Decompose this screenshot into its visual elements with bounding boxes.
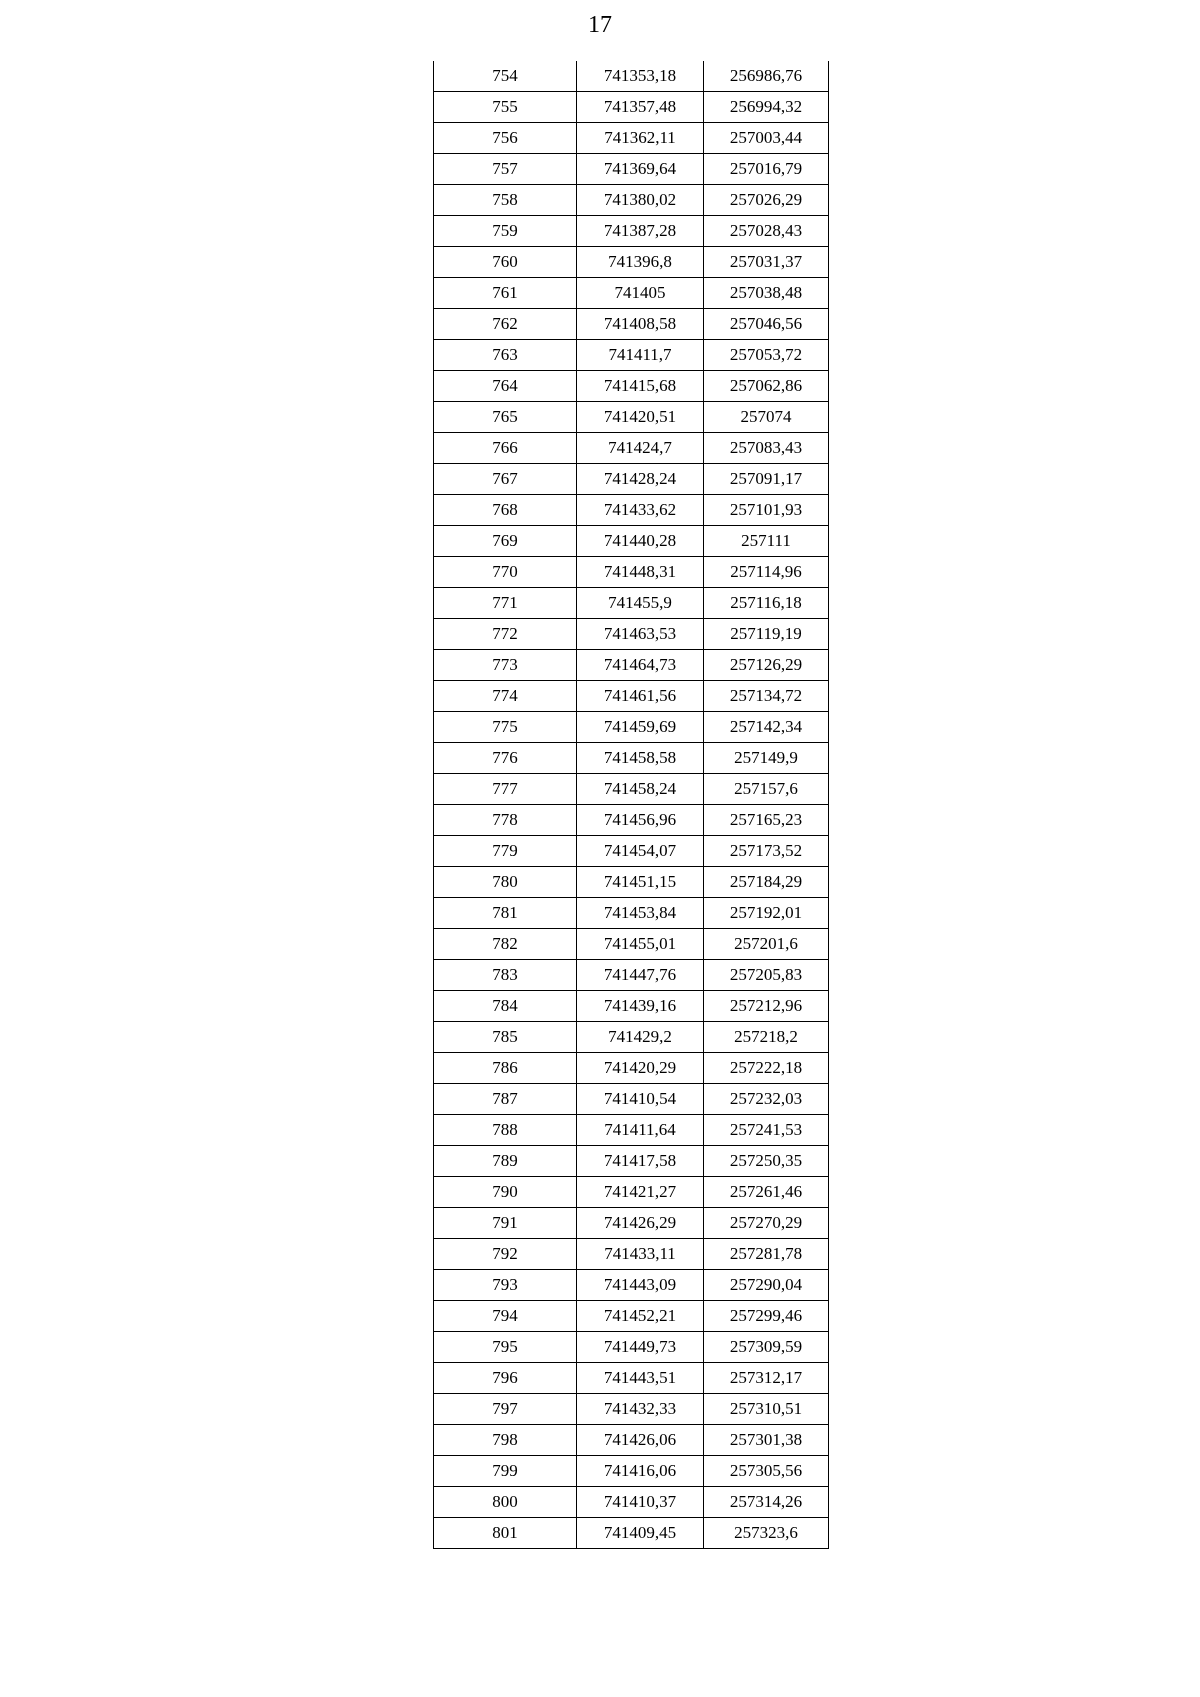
table-row <box>434 1332 829 1363</box>
point-number-cell: 760 <box>434 247 577 278</box>
table-row <box>434 1363 829 1394</box>
table-row <box>434 1425 829 1456</box>
x-coordinate-cell: 741447,76 <box>577 960 704 991</box>
table-row <box>434 1022 829 1053</box>
x-coordinate-cell: 741424,7 <box>577 433 704 464</box>
y-coordinate-cell: 257212,96 <box>704 991 829 1022</box>
x-coordinate-cell: 741353,18 <box>577 61 704 92</box>
point-number-cell: 792 <box>434 1239 577 1270</box>
table-row <box>434 557 829 588</box>
y-coordinate-cell: 257038,48 <box>704 278 829 309</box>
table-row <box>434 1177 829 1208</box>
table-row <box>434 1518 829 1549</box>
table-row <box>434 1270 829 1301</box>
y-coordinate-cell: 257101,93 <box>704 495 829 526</box>
point-number-cell: 786 <box>434 1053 577 1084</box>
table-row <box>434 991 829 1022</box>
point-number-cell: 761 <box>434 278 577 309</box>
table-row <box>434 650 829 681</box>
y-coordinate-cell: 257028,43 <box>704 216 829 247</box>
x-coordinate-cell: 741387,28 <box>577 216 704 247</box>
x-coordinate-cell: 741411,7 <box>577 340 704 371</box>
y-coordinate-cell: 257142,34 <box>704 712 829 743</box>
table-row <box>434 61 829 92</box>
table-row <box>434 402 829 433</box>
y-coordinate-cell: 257165,23 <box>704 805 829 836</box>
point-number-cell: 781 <box>434 898 577 929</box>
y-coordinate-cell: 257312,17 <box>704 1363 829 1394</box>
point-number-cell: 775 <box>434 712 577 743</box>
y-coordinate-cell: 257149,9 <box>704 743 829 774</box>
y-coordinate-cell: 257261,46 <box>704 1177 829 1208</box>
table-row <box>434 278 829 309</box>
x-coordinate-cell: 741410,54 <box>577 1084 704 1115</box>
point-number-cell: 765 <box>434 402 577 433</box>
x-coordinate-cell: 741426,29 <box>577 1208 704 1239</box>
x-coordinate-cell: 741369,64 <box>577 154 704 185</box>
point-number-cell: 790 <box>434 1177 577 1208</box>
table-row <box>434 371 829 402</box>
x-coordinate-cell: 741428,24 <box>577 464 704 495</box>
x-coordinate-cell: 741456,96 <box>577 805 704 836</box>
x-coordinate-cell: 741417,58 <box>577 1146 704 1177</box>
page-number: 17 <box>588 12 612 38</box>
point-number-cell: 770 <box>434 557 577 588</box>
point-number-cell: 754 <box>434 61 577 92</box>
point-number-cell: 772 <box>434 619 577 650</box>
point-number-cell: 769 <box>434 526 577 557</box>
y-coordinate-cell: 256994,32 <box>704 92 829 123</box>
table-row <box>434 464 829 495</box>
point-number-cell: 771 <box>434 588 577 619</box>
x-coordinate-cell: 741426,06 <box>577 1425 704 1456</box>
x-coordinate-cell: 741433,11 <box>577 1239 704 1270</box>
x-coordinate-cell: 741448,31 <box>577 557 704 588</box>
y-coordinate-cell: 257053,72 <box>704 340 829 371</box>
y-coordinate-cell: 257074 <box>704 402 829 433</box>
point-number-cell: 767 <box>434 464 577 495</box>
x-coordinate-cell: 741461,56 <box>577 681 704 712</box>
table-row <box>434 1239 829 1270</box>
point-number-cell: 780 <box>434 867 577 898</box>
table-row <box>434 1146 829 1177</box>
y-coordinate-cell: 257116,18 <box>704 588 829 619</box>
table-row <box>434 340 829 371</box>
x-coordinate-cell: 741463,53 <box>577 619 704 650</box>
x-coordinate-cell: 741409,45 <box>577 1518 704 1549</box>
point-number-cell: 768 <box>434 495 577 526</box>
y-coordinate-cell: 257026,29 <box>704 185 829 216</box>
x-coordinate-cell: 741451,15 <box>577 867 704 898</box>
point-number-cell: 801 <box>434 1518 577 1549</box>
x-coordinate-cell: 741458,24 <box>577 774 704 805</box>
y-coordinate-cell: 257111 <box>704 526 829 557</box>
x-coordinate-cell: 741416,06 <box>577 1456 704 1487</box>
y-coordinate-cell: 257250,35 <box>704 1146 829 1177</box>
table-row <box>434 92 829 123</box>
x-coordinate-cell: 741464,73 <box>577 650 704 681</box>
x-coordinate-cell: 741396,8 <box>577 247 704 278</box>
y-coordinate-cell: 257205,83 <box>704 960 829 991</box>
y-coordinate-cell: 257184,29 <box>704 867 829 898</box>
y-coordinate-cell: 257192,01 <box>704 898 829 929</box>
x-coordinate-cell: 741420,51 <box>577 402 704 433</box>
y-coordinate-cell: 257299,46 <box>704 1301 829 1332</box>
y-coordinate-cell: 257201,6 <box>704 929 829 960</box>
x-coordinate-cell: 741432,33 <box>577 1394 704 1425</box>
point-number-cell: 779 <box>434 836 577 867</box>
y-coordinate-cell: 257046,56 <box>704 309 829 340</box>
x-coordinate-cell: 741449,73 <box>577 1332 704 1363</box>
table-row <box>434 247 829 278</box>
table-row <box>434 1301 829 1332</box>
y-coordinate-cell: 257031,37 <box>704 247 829 278</box>
table-row <box>434 1115 829 1146</box>
point-number-cell: 764 <box>434 371 577 402</box>
y-coordinate-cell: 256986,76 <box>704 61 829 92</box>
point-number-cell: 756 <box>434 123 577 154</box>
point-number-cell: 795 <box>434 1332 577 1363</box>
x-coordinate-cell: 741455,9 <box>577 588 704 619</box>
y-coordinate-cell: 257323,6 <box>704 1518 829 1549</box>
y-coordinate-cell: 257270,29 <box>704 1208 829 1239</box>
y-coordinate-cell: 257305,56 <box>704 1456 829 1487</box>
y-coordinate-cell: 257126,29 <box>704 650 829 681</box>
table-row <box>434 774 829 805</box>
table-row <box>434 1084 829 1115</box>
point-number-cell: 788 <box>434 1115 577 1146</box>
point-number-cell: 791 <box>434 1208 577 1239</box>
point-number-cell: 777 <box>434 774 577 805</box>
y-coordinate-cell: 257062,86 <box>704 371 829 402</box>
table-row <box>434 929 829 960</box>
point-number-cell: 799 <box>434 1456 577 1487</box>
x-coordinate-cell: 741443,09 <box>577 1270 704 1301</box>
table-row <box>434 743 829 774</box>
point-number-cell: 774 <box>434 681 577 712</box>
table-row <box>434 805 829 836</box>
point-number-cell: 797 <box>434 1394 577 1425</box>
y-coordinate-cell: 257091,17 <box>704 464 829 495</box>
y-coordinate-cell: 257290,04 <box>704 1270 829 1301</box>
y-coordinate-cell: 257083,43 <box>704 433 829 464</box>
point-number-cell: 762 <box>434 309 577 340</box>
table-row <box>434 154 829 185</box>
y-coordinate-cell: 257222,18 <box>704 1053 829 1084</box>
x-coordinate-cell: 741429,2 <box>577 1022 704 1053</box>
x-coordinate-cell: 741455,01 <box>577 929 704 960</box>
table-row <box>434 495 829 526</box>
table-row <box>434 960 829 991</box>
coordinates-table-body <box>434 61 829 1549</box>
table-row <box>434 867 829 898</box>
table-row <box>434 588 829 619</box>
table-row <box>434 1053 829 1084</box>
point-number-cell: 776 <box>434 743 577 774</box>
table-row <box>434 681 829 712</box>
y-coordinate-cell: 257157,6 <box>704 774 829 805</box>
y-coordinate-cell: 257119,19 <box>704 619 829 650</box>
point-number-cell: 789 <box>434 1146 577 1177</box>
point-number-cell: 778 <box>434 805 577 836</box>
table-row <box>434 309 829 340</box>
point-number-cell: 784 <box>434 991 577 1022</box>
table-row <box>434 1208 829 1239</box>
y-coordinate-cell: 257314,26 <box>704 1487 829 1518</box>
point-number-cell: 794 <box>434 1301 577 1332</box>
point-number-cell: 785 <box>434 1022 577 1053</box>
point-number-cell: 793 <box>434 1270 577 1301</box>
x-coordinate-cell: 741357,48 <box>577 92 704 123</box>
table-row <box>434 526 829 557</box>
table-row <box>434 836 829 867</box>
x-coordinate-cell: 741433,62 <box>577 495 704 526</box>
table-row <box>434 433 829 464</box>
y-coordinate-cell: 257016,79 <box>704 154 829 185</box>
y-coordinate-cell: 257310,51 <box>704 1394 829 1425</box>
y-coordinate-cell: 257281,78 <box>704 1239 829 1270</box>
table-row <box>434 619 829 650</box>
y-coordinate-cell: 257134,72 <box>704 681 829 712</box>
coordinates-table <box>433 61 829 1549</box>
x-coordinate-cell: 741415,68 <box>577 371 704 402</box>
y-coordinate-cell: 257173,52 <box>704 836 829 867</box>
x-coordinate-cell: 741439,16 <box>577 991 704 1022</box>
table-row <box>434 123 829 154</box>
x-coordinate-cell: 741459,69 <box>577 712 704 743</box>
y-coordinate-cell: 257003,44 <box>704 123 829 154</box>
y-coordinate-cell: 257232,03 <box>704 1084 829 1115</box>
y-coordinate-cell: 257309,59 <box>704 1332 829 1363</box>
y-coordinate-cell: 257114,96 <box>704 557 829 588</box>
point-number-cell: 783 <box>434 960 577 991</box>
x-coordinate-cell: 741453,84 <box>577 898 704 929</box>
table-row <box>434 898 829 929</box>
point-number-cell: 755 <box>434 92 577 123</box>
point-number-cell: 766 <box>434 433 577 464</box>
table-row <box>434 185 829 216</box>
x-coordinate-cell: 741421,27 <box>577 1177 704 1208</box>
x-coordinate-cell: 741440,28 <box>577 526 704 557</box>
y-coordinate-cell: 257301,38 <box>704 1425 829 1456</box>
x-coordinate-cell: 741410,37 <box>577 1487 704 1518</box>
y-coordinate-cell: 257241,53 <box>704 1115 829 1146</box>
point-number-cell: 800 <box>434 1487 577 1518</box>
x-coordinate-cell: 741405 <box>577 278 704 309</box>
point-number-cell: 796 <box>434 1363 577 1394</box>
point-number-cell: 798 <box>434 1425 577 1456</box>
point-number-cell: 757 <box>434 154 577 185</box>
point-number-cell: 773 <box>434 650 577 681</box>
x-coordinate-cell: 741411,64 <box>577 1115 704 1146</box>
x-coordinate-cell: 741443,51 <box>577 1363 704 1394</box>
point-number-cell: 763 <box>434 340 577 371</box>
table-row <box>434 712 829 743</box>
x-coordinate-cell: 741458,58 <box>577 743 704 774</box>
point-number-cell: 759 <box>434 216 577 247</box>
table-row <box>434 1456 829 1487</box>
x-coordinate-cell: 741454,07 <box>577 836 704 867</box>
point-number-cell: 787 <box>434 1084 577 1115</box>
table-row <box>434 1487 829 1518</box>
y-coordinate-cell: 257218,2 <box>704 1022 829 1053</box>
x-coordinate-cell: 741452,21 <box>577 1301 704 1332</box>
table-row <box>434 1394 829 1425</box>
x-coordinate-cell: 741362,11 <box>577 123 704 154</box>
x-coordinate-cell: 741408,58 <box>577 309 704 340</box>
point-number-cell: 782 <box>434 929 577 960</box>
x-coordinate-cell: 741420,29 <box>577 1053 704 1084</box>
x-coordinate-cell: 741380,02 <box>577 185 704 216</box>
table-row <box>434 216 829 247</box>
point-number-cell: 758 <box>434 185 577 216</box>
